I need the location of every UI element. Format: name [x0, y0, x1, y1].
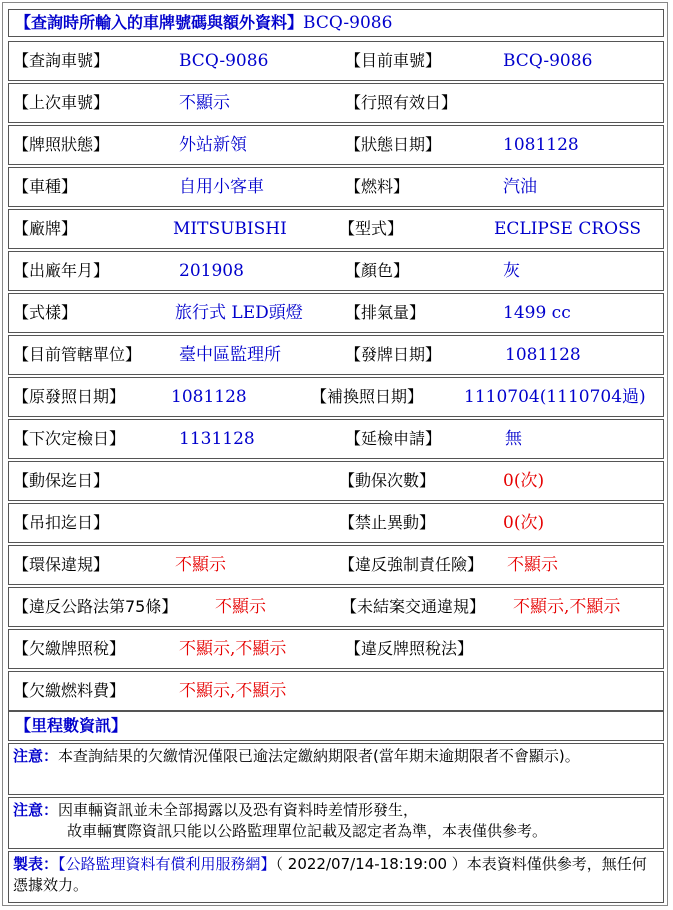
field-label: 【查詢車號】: [13, 51, 110, 70]
field-value: 汽油: [503, 177, 537, 197]
field-label: 【違反公路法第75條】: [13, 597, 178, 616]
field-label: 【牌照狀態】: [13, 135, 110, 154]
table-row: [8, 335, 664, 375]
field-value: 201908: [179, 261, 244, 281]
field-value: BCQ-9086: [503, 51, 593, 71]
field-label: 【發牌日期】: [345, 345, 442, 364]
note-1-head: 注意：: [13, 747, 59, 765]
field-value: 灰: [503, 261, 520, 281]
note-3-head: 製表：: [13, 855, 59, 873]
field-value: 0(次): [503, 513, 545, 533]
field-label: 【欠繳牌照稅】: [13, 639, 126, 658]
field-label: 【未結案交通違規】: [341, 597, 486, 616]
table-row: [8, 41, 664, 81]
table-row: [8, 419, 664, 459]
field-value: MITSUBISHI: [173, 219, 287, 239]
field-value: 臺中區監理所: [179, 345, 281, 365]
field-label: 【原發照日期】: [13, 387, 126, 406]
field-label: 【環保違規】: [13, 555, 110, 574]
field-label: 【狀態日期】: [345, 135, 442, 154]
table-row: [8, 503, 664, 543]
table-row: [8, 587, 664, 627]
field-value: 不顯示,不顯示: [179, 639, 287, 659]
field-value: 無: [505, 429, 522, 449]
field-label: 【延檢申請】: [345, 429, 442, 448]
note-2-line2: 故車輛實際資訊只能以公路監理單位記載及認定者為準，本表僅供參考。: [67, 822, 548, 840]
title-row: [8, 9, 664, 37]
field-value: 0(次): [503, 471, 545, 491]
field-label: 【廠牌】: [13, 219, 78, 238]
note-2-head: 注意：: [13, 801, 59, 819]
field-value: 1081128: [503, 135, 579, 155]
field-value: 自用小客車: [179, 177, 264, 197]
table-row: [8, 461, 664, 501]
field-label: 【禁止異動】: [339, 513, 436, 532]
field-label: 【動保迄日】: [13, 471, 110, 490]
table-row: [8, 83, 664, 123]
field-label: 【上次車號】: [13, 93, 110, 112]
field-value: 1081128: [171, 387, 247, 407]
field-label: 【目前管轄單位】: [13, 345, 142, 364]
table-row: [8, 671, 664, 711]
field-label: 【吊扣迄日】: [13, 513, 110, 532]
table-row: [8, 377, 664, 417]
field-label: 【動保次數】: [339, 471, 436, 490]
note-2: [8, 797, 664, 849]
field-label: 【下次定檢日】: [13, 429, 126, 448]
title: [15, 10, 392, 36]
field-value: 不顯示: [507, 555, 558, 575]
field-label: 【型式】: [339, 219, 404, 238]
note-1: [8, 743, 664, 795]
note-3: [8, 851, 664, 903]
field-label: 【車種】: [13, 177, 78, 196]
mileage-label: 【里程數資訊】: [15, 716, 128, 735]
title-plate: BCQ-9086: [303, 13, 393, 33]
field-label: 【式樣】: [13, 303, 78, 322]
field-value: 不顯示,不顯示: [513, 597, 621, 617]
table-row: [8, 629, 664, 669]
field-value: 不顯示: [215, 597, 266, 617]
field-value: 不顯示: [179, 93, 230, 113]
service-link[interactable]: 【公路監理資料有償利用服務網】: [58, 855, 276, 873]
field-value: 1110704(1110704過): [464, 387, 646, 407]
note-1-text: 本查詢結果的欠繳情況僅限已逾法定繳納期限者(當年期末逾期限者不會顯示)。: [58, 747, 580, 765]
field-label: 【顏色】: [345, 261, 410, 280]
field-label: 【出廠年月】: [13, 261, 110, 280]
title-label: 【查詢時所輸入的車牌號碼與額外資料】: [15, 13, 304, 32]
field-label: 【燃料】: [345, 177, 410, 196]
field-label: 【補換照日期】: [311, 387, 424, 406]
field-label: 【行照有效日】: [345, 93, 458, 112]
field-value: 旅行式 LED頭燈: [175, 303, 303, 323]
field-value: 1131128: [179, 429, 255, 449]
field-value: ECLIPSE CROSS: [494, 219, 642, 239]
report-frame: [2, 2, 668, 906]
field-value: 不顯示: [175, 555, 226, 575]
field-label: 【違反強制責任險】: [339, 555, 484, 574]
field-value: 外站新領: [179, 135, 247, 155]
table-row: [8, 545, 664, 585]
field-value: 不顯示,不顯示: [179, 681, 287, 701]
field-label: 【欠繳燃料費】: [13, 681, 126, 700]
note-3-text: （ 2022/07/14-18:19:00 ）本表資料僅供參考，無任何憑據效力。: [13, 855, 647, 894]
field-value: BCQ-9086: [179, 51, 269, 71]
field-label: 【排氣量】: [345, 303, 426, 322]
field-value: 1499 cc: [503, 303, 571, 323]
note-2-line1: 因車輛資訊並未全部揭露以及恐有資料時差情形發生，: [58, 801, 419, 819]
table-row: [8, 293, 664, 333]
table-row: [8, 209, 664, 249]
table-row: [8, 167, 664, 207]
field-label: 【違反牌照稅法】: [345, 639, 474, 658]
table-row: [8, 125, 664, 165]
mileage-row: [8, 711, 664, 741]
field-label: 【目前車號】: [345, 51, 442, 70]
field-value: 1081128: [505, 345, 581, 365]
table-row: [8, 251, 664, 291]
